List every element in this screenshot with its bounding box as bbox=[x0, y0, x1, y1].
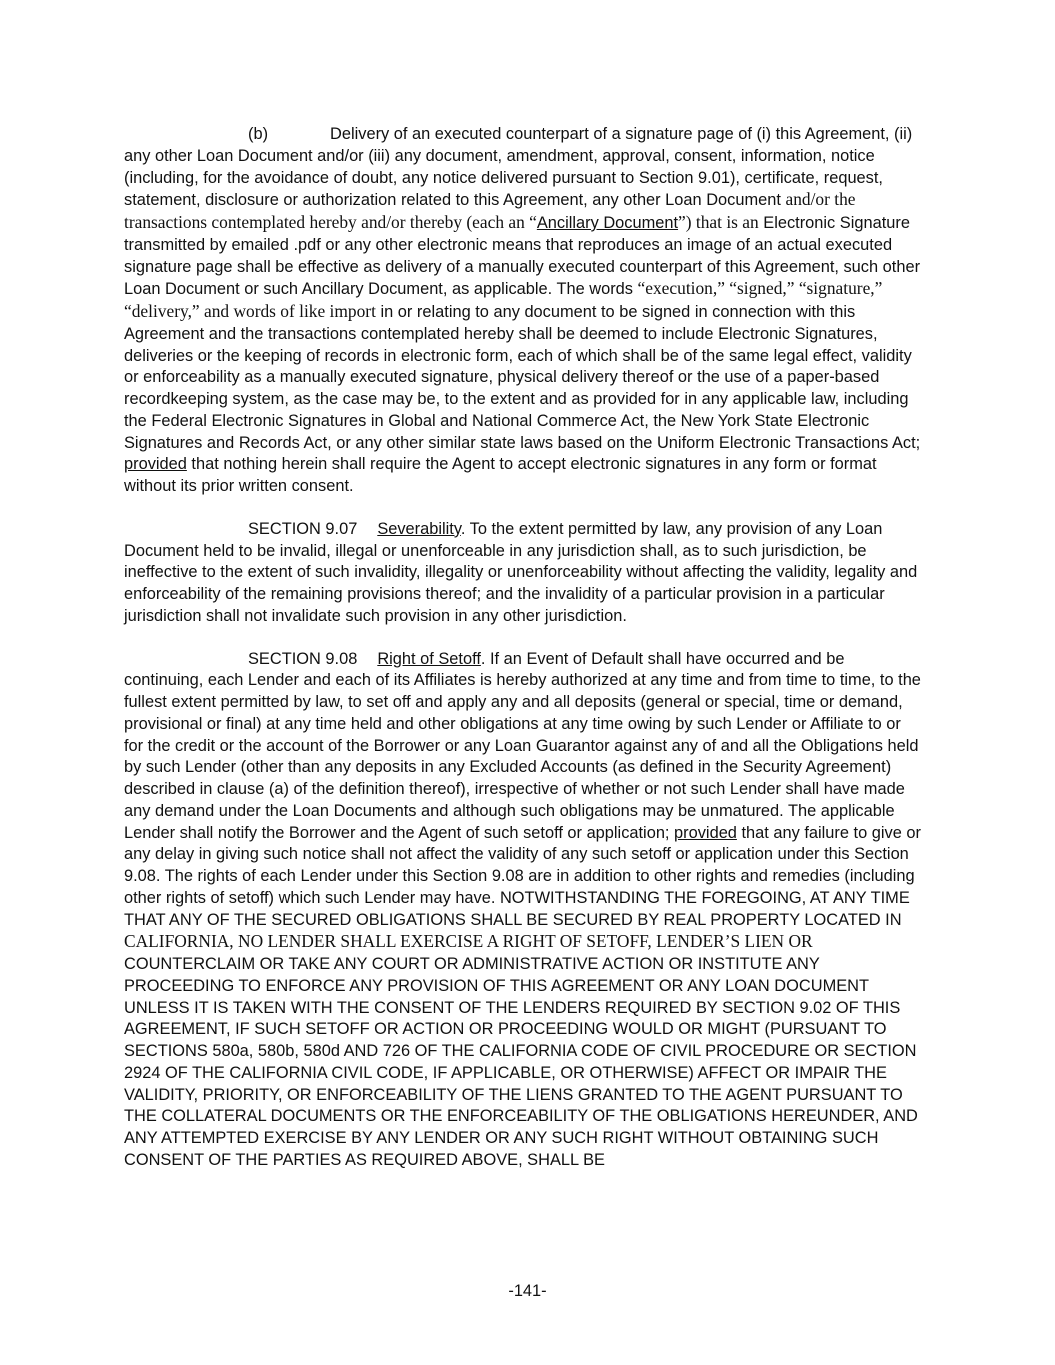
section-9-08 bbox=[124, 649, 924, 1172]
section-9-07-heading: Severability bbox=[377, 519, 461, 538]
section-9-07 bbox=[124, 519, 924, 628]
section-9-08-heading: Right of Setoff bbox=[377, 649, 481, 668]
paragraph-b-label: (b) bbox=[248, 125, 269, 143]
paragraph-b-text-4: Electronic Signature transmitted by emailed .pdf or any other electronic means that reproduces an image of an actual executed signature page shall be effective as delivery of a manually executed counterpart of this Agreement, such other Loan Document or such Ancillary Document, as applicable. The words bbox=[124, 214, 921, 299]
section-9-07-number: SECTION 9.07 bbox=[248, 519, 358, 538]
paragraph-b-text-5: “execution,” “signed,” “signature,” “delivery,” and words of like import bbox=[124, 278, 883, 321]
paragraph-b-text-6: in or relating to any document to be signed in connection with this Agreement and the transactions contemplated hereby shall be deemed to include Electronic Signatures, deliveries or the keeping of records in electronic form, each of which shall be of the same legal effect, validity or enforceability as a manually executed signature, physical delivery thereof or the use of a paper-based recordkeeping system, as the case may be, to the extent and as provided for in any applicable law, including the Federal Electronic Signatures in Global and National Commerce Act, the New York State Electronic Signatures and Records Act, or any other similar state laws based on the Uniform Electronic Transactions Act; bbox=[124, 303, 921, 452]
provided-term: provided bbox=[124, 455, 187, 474]
paragraph-b-text-3: ”) that is an bbox=[678, 212, 759, 232]
section-9-08-number: SECTION 9.08 bbox=[248, 649, 358, 668]
page-number: -141- bbox=[508, 1282, 547, 1300]
paragraph-b-text-2: and/or the transactions contemplated hereby and/or thereby (each an “ bbox=[124, 189, 856, 232]
section-9-08-text-1: . If an Event of Default shall have occurred and be continuing, each Lender and each of its Affiliates is hereby authorized at any time and from time to time, to the fullest extent permitted by law, to set off and apply any and all deposits (general or special, time or demand, provisional or final) at any time held and other obligations at any time owing by such Lender or Affiliate to or for the credit or the account of the Borrower or any Loan Guarantor against any of and all the Obligations held by such Lender (other than any deposits in any Excluded Accounts (as defined in the Security Agreement) described in clause (a) of the definition thereof), irrespective of whether or not such Lender shall have made any demand under the Loan Documents and although such obligations may be unmatured. The applicable Lender shall notify the Borrower and the Agent of such setoff or application; bbox=[124, 649, 921, 842]
paragraph-b-text-7: that nothing herein shall require the Agent to accept electronic signatures in any form or format without its prior written consent. bbox=[124, 455, 877, 495]
paragraph-b-text-1: Delivery of an executed counterpart of a signature page of (i) this Agreement, (ii) any other Loan Document and/or (iii) any document, amendment, approval, consent, information, notice (including, for the avoidance of doubt, any notice delivered pursuant to Section 9.01), certificate, request, statement, disclosure or authorization related to this Agreement, any other Loan Document bbox=[124, 125, 913, 210]
defined-term-ancillary-document: Ancillary Document bbox=[536, 214, 679, 232]
section-9-08-text-3: CALIFORNIA, NO LENDER SHALL EXERCISE A RIGHT OF SETOFF, LENDER’S LIEN OR bbox=[124, 931, 813, 952]
section-9-08-text-2: that any failure to give or any delay in giving such notice shall not affect the validity of any such setoff or application under this Section 9.08. The rights of each Lender under this Section 9.08 are in addition to other rights and remedies (including other rights of setoff) which such Lender may have. NOTWITHSTANDING THE FOREGOING, AT ANY TIME THAT ANY OF THE SECURED OBLIGATIONS SHALL BE SECURED BY REAL PROPERTY LOCATED IN bbox=[124, 823, 921, 929]
section-9-07-text: . To the extent permitted by law, any provision of any Loan Document held to be invalid, illegal or unenforceable in any jurisdiction shall, as to such jurisdiction, be ineffective to the extent of such invalidity, illegality or unenforceability without affecting the validity, legality and enforceability of the remaining provisions thereof; and the invalidity of a particular provision in a particular jurisdiction shall not invalidate such provision in any other jurisdiction. bbox=[124, 519, 918, 625]
document-page bbox=[124, 124, 924, 1172]
section-9-08-text-4: COUNTERCLAIM OR TAKE ANY COURT OR ADMINISTRATIVE ACTION OR INSTITUTE ANY PROCEEDING TO ENFORCE ANY PROVISION OF THIS AGREEMENT OR ANY LOAN DOCUMENT UNLESS IT IS TAKEN WITH THE CONSENT OF THE LENDERS REQUIRED BY SECTION 9.02 OF THIS AGREEMENT, IF SUCH SETOFF OR ACTION OR PROCEEDING WOULD OR MIGHT (PURSUANT TO SECTIONS 580a, 580b, 580d AND 726 OF THE CALIFORNIA CODE OF CIVIL PROCEDURE OR SECTION 2924 OF THE CALIFORNIA CIVIL CODE, IF APPLICABLE, OR OTHERWISE) AFFECT OR IMPAIR THE VALIDITY, PRIORITY, OR ENFORCEABILITY OF THE LIENS GRANTED TO THE AGENT PURSUANT TO THE COLLATERAL DOCUMENTS OR THE ENFORCEABILITY OF THE OBLIGATIONS HEREUNDER, AND ANY ATTEMPTED EXERCISE BY ANY LENDER OR ANY SUCH RIGHT WITHOUT OBTAINING SUCH CONSENT OF THE PARTIES AS REQUIRED ABOVE, SHALL BE bbox=[124, 955, 918, 1169]
provided-term: provided bbox=[674, 823, 737, 842]
paragraph-b bbox=[124, 124, 924, 498]
